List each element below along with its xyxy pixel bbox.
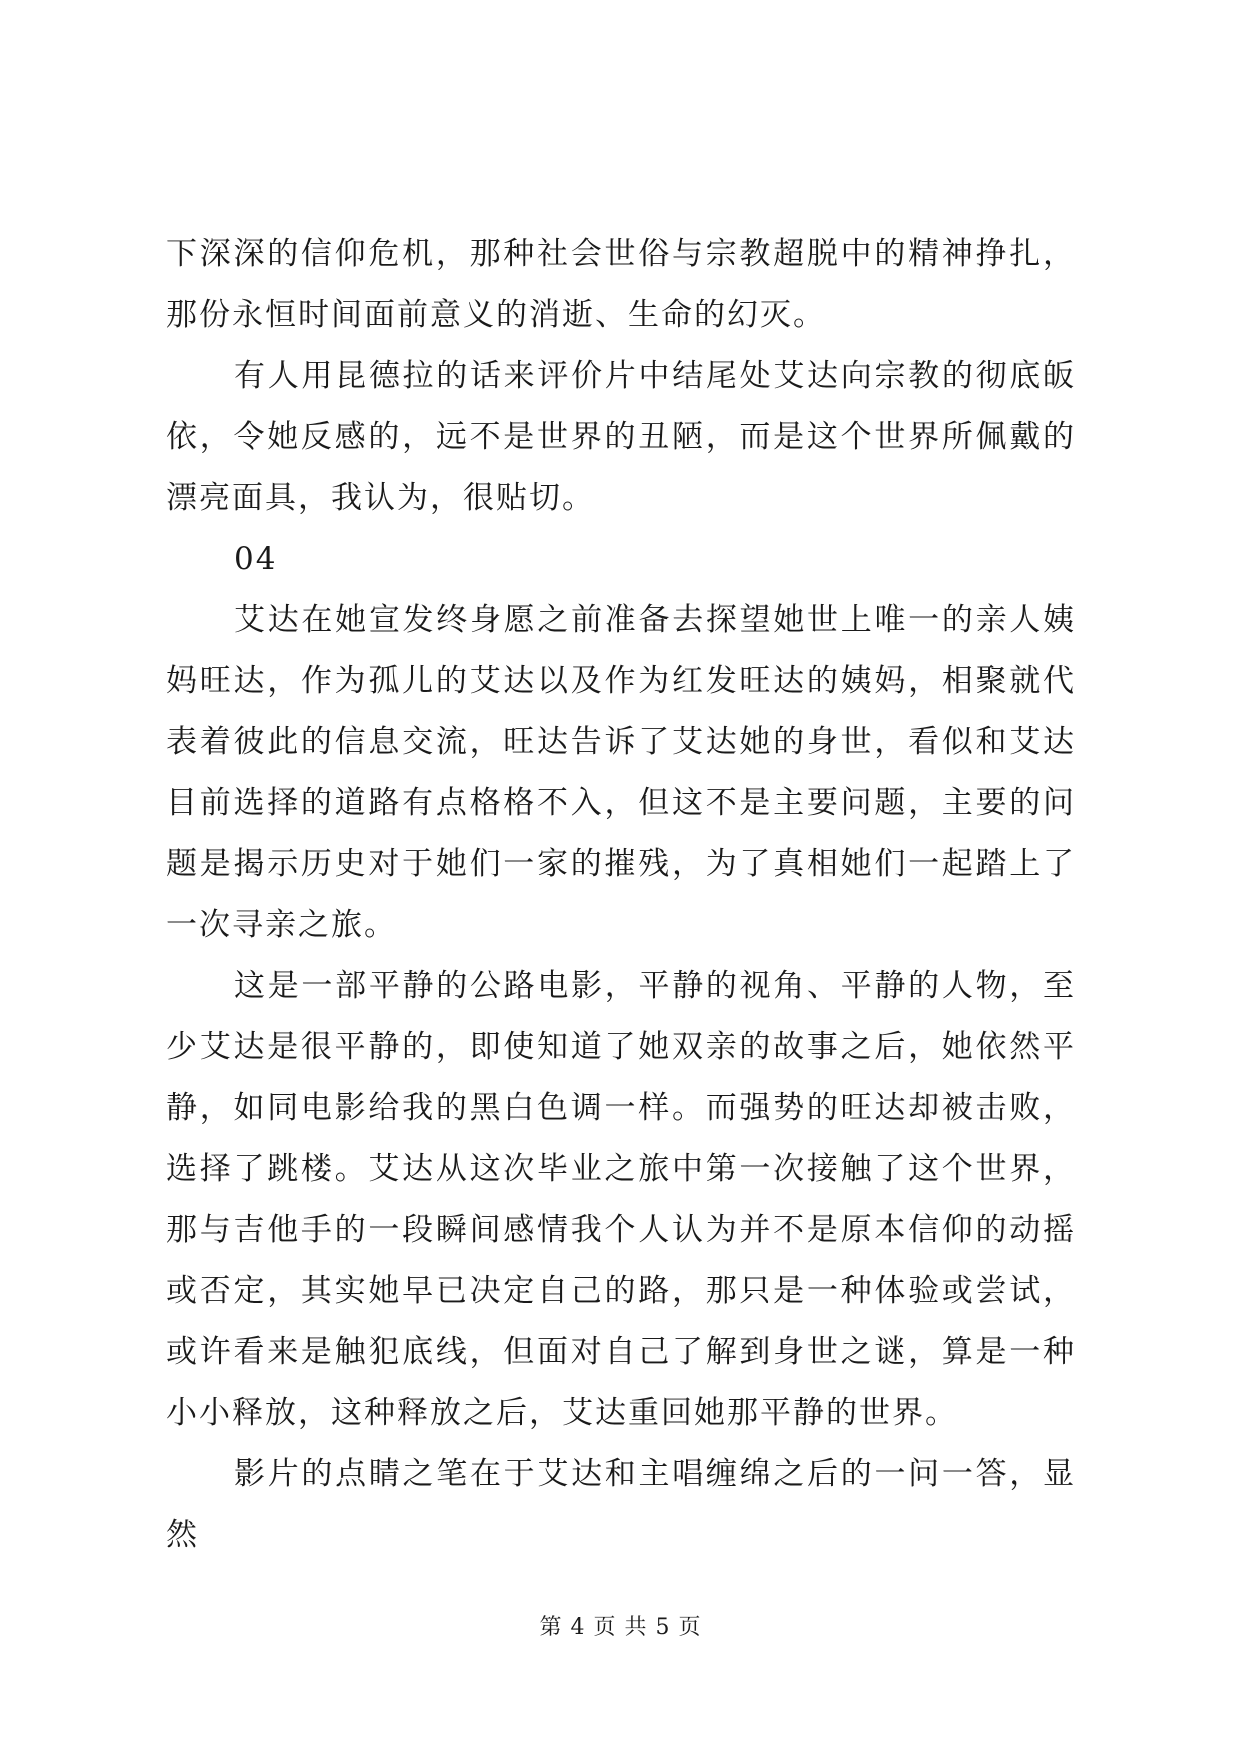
page-number-label: 第 4 页 共 5 页 bbox=[539, 1615, 702, 1640]
paragraph-1: 下深深的信仰危机，那种社会世俗与宗教超脱中的精神挣扎，那份永恒时间面前意义的消逝、生命的幻灭。 bbox=[166, 236, 1076, 333]
section-number: 04 bbox=[234, 541, 278, 577]
paragraph-3: 艾达在她宣发终身愿之前准备去探望她世上唯一的亲人姨妈旺达，作为孤儿的艾达以及作为红发旺达的姨妈，相聚就代表着彼此的信息交流，旺达告诉了艾达她的身世，看似和艾达目前选择的道路有点格格不入，但这不是主要问题，主要的问题是揭示历史对于她们一家的摧残，为了真相她们一起踏上了一次寻亲之旅。 bbox=[166, 602, 1076, 943]
paragraph-2: 有人用昆德拉的话来评价片中结尾处艾达向宗教的彻底皈依，令她反感的，远不是世界的丑陋，而是这个世界所佩戴的漂亮面具，我认为，很贴切。 bbox=[166, 358, 1076, 516]
paragraph-4: 这是一部平静的公路电影，平静的视角、平静的人物，至少艾达是很平静的，即使知道了她双亲的故事之后，她依然平静，如同电影给我的黑白色调一样。而强势的旺达却被击败，选择了跳楼。艾达从这次毕业之旅中第一次接触了这个世界，那与吉他手的一段瞬间感情我个人认为并不是原本信仰的动摇或否定，其实她早已决定自己的路，那只是一种体验或尝试，或许看来是触犯底线，但面对自己了解到身世之谜，算是一种小小释放，这种释放之后，艾达重回她那平静的世界。 bbox=[166, 968, 1076, 1431]
paragraph-5: 影片的点睛之笔在于艾达和主唱缠绵之后的一问一答，显然 bbox=[166, 1456, 1076, 1553]
page-footer bbox=[0, 1610, 1241, 1641]
document-body bbox=[166, 224, 1076, 1566]
